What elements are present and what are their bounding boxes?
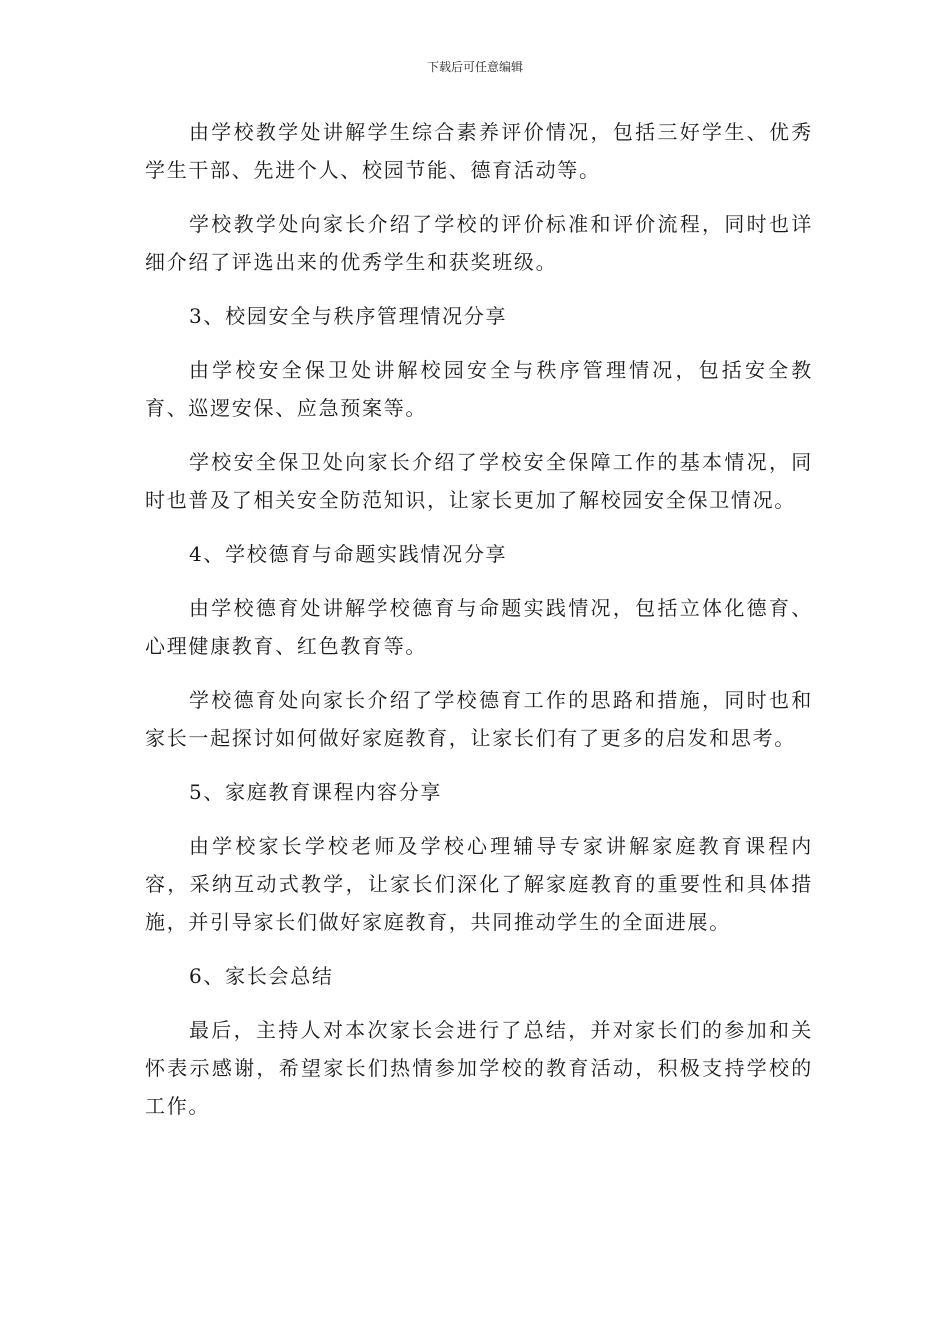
paragraph-safety-intro: 由学校安全保卫处讲解校园安全与秩序管理情况，包括安全教育、巡逻安保、应急预案等。 <box>145 358 813 420</box>
paragraph-moral-detail: 学校德育处向家长介绍了学校德育工作的思路和措施，同时也和家长一起探讨如何做好家庭教育，让家长们有了更多的启发和思考。 <box>145 688 813 750</box>
paragraph-summary: 最后，主持人对本次家长会进行了总结，并对家长们的参加和关怀表示感谢，希望家长们热情参加学校的教育活动，积极支持学校的工作。 <box>145 1018 813 1118</box>
paragraph-family-detail: 由学校家长学校老师及学校心理辅导专家讲解家庭教育课程内容，采纳互动式教学，让家长们深化了解家庭教育的重要性和具体措施，并引导家长们做好家庭教育，共同推动学生的全面进展。 <box>145 834 813 934</box>
paragraph-evaluation-intro: 由学校教学处讲解学生综合素养评价情况，包括三好学生、优秀学生干部、先进个人、校园节能、德育活动等。 <box>145 120 813 182</box>
section-heading-moral: 4、学校德育与命题实践情况分享 <box>189 542 508 566</box>
section-heading-family: 5、家庭教育课程内容分享 <box>189 780 443 804</box>
section-heading-safety: 3、校园安全与秩序管理情况分享 <box>189 304 508 328</box>
document-body <box>145 113 813 1125</box>
paragraph-evaluation-detail: 学校教学处向家长介绍了学校的评价标准和评价流程，同时也详细介绍了评选出来的优秀学生和获奖班级。 <box>145 212 813 274</box>
paragraph-safety-detail: 学校安全保卫处向家长介绍了学校安全保障工作的基本情况，同时也普及了相关安全防范知识，让家长更加了解校园安全保卫情况。 <box>145 450 813 512</box>
paragraph-moral-intro: 由学校德育处讲解学校德育与命题实践情况，包括立体化德育、心理健康教育、红色教育等。 <box>145 596 813 658</box>
section-heading-summary: 6、家长会总结 <box>189 964 334 988</box>
page-header: 下载后可任意编辑 <box>426 60 523 74</box>
